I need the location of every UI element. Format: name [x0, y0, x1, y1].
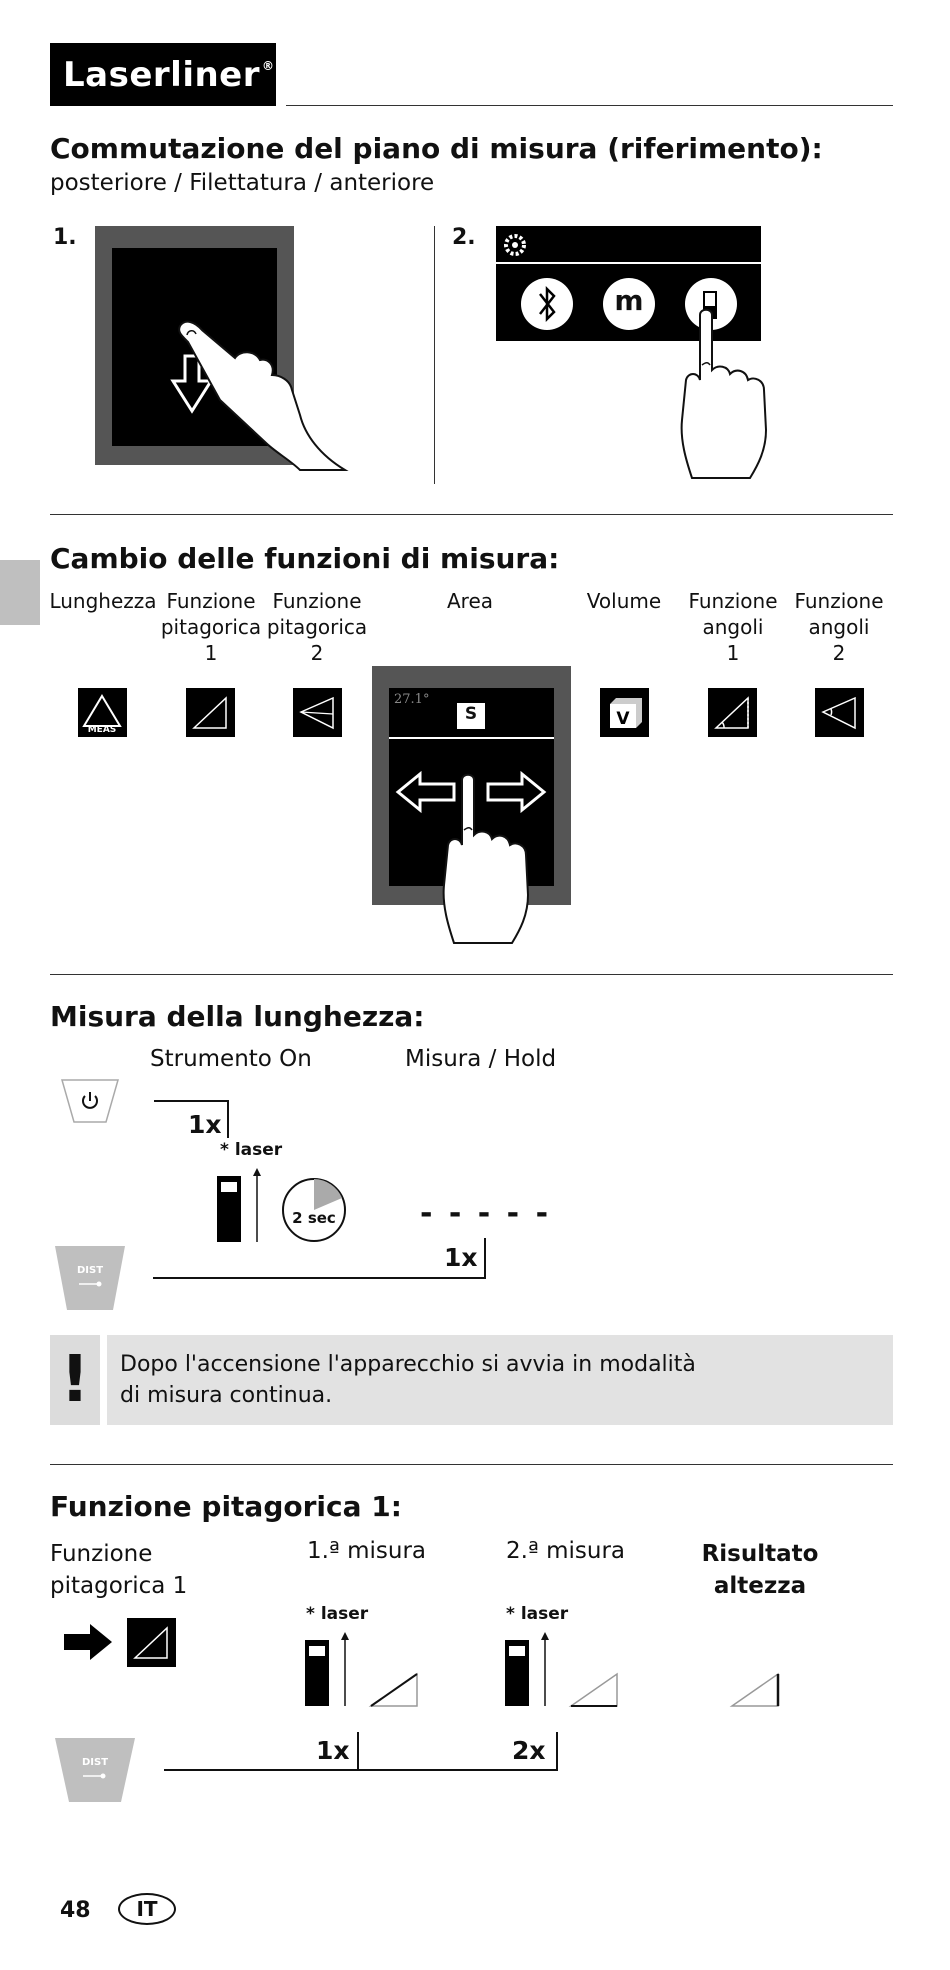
- side-tab-marker: [0, 560, 40, 625]
- col-first-measure: 1.ª misura: [307, 1538, 426, 1564]
- laser-label-2: [306, 1604, 368, 1624]
- warning-line-2: di misura continua.: [120, 1383, 333, 1408]
- dist-button-2[interactable]: [55, 1738, 135, 1802]
- col-second-measure: 2.ª misura: [506, 1538, 625, 1564]
- warning-text: [107, 1335, 893, 1425]
- brand-reg: ®: [262, 58, 275, 73]
- section1-title: Commutazione del piano di misura (riferimento):: [50, 132, 823, 165]
- swiping-hand-icon: [440, 775, 550, 945]
- col-result-height: [690, 1538, 830, 1602]
- arrow-right-filled-icon: [64, 1624, 112, 1660]
- first-measure-illustration: [303, 1630, 423, 1710]
- press-count-second: 2x: [512, 1736, 546, 1765]
- page-number: 48: [60, 1898, 91, 1923]
- warning-icon: !: [50, 1335, 100, 1425]
- volume-icon: [600, 688, 650, 738]
- press-timeline: [150, 1238, 490, 1282]
- section3-title: Misura della lunghezza:: [50, 1000, 425, 1033]
- pointing-hand-icon: [180, 320, 350, 480]
- meas-text: MEAS: [87, 725, 117, 735]
- col-instrument-on: Strumento On: [150, 1046, 312, 1072]
- power-button[interactable]: [60, 1078, 120, 1124]
- laser-label-1: [220, 1140, 282, 1160]
- press-count-on: 1x: [188, 1110, 222, 1139]
- brand-logo: [50, 43, 276, 106]
- asterisk-icon: *: [306, 1604, 315, 1624]
- function-label-area: Area: [446, 589, 494, 613]
- angle-1-icon: [708, 688, 758, 738]
- result-line-2: altezza: [713, 1573, 807, 1599]
- function-label-angle-1: Funzione angoli 1: [688, 589, 778, 665]
- press-count-first: 1x: [316, 1736, 350, 1765]
- brand-name: Laserliner: [63, 54, 261, 95]
- section4-title: Funzione pitagorica 1:: [50, 1490, 402, 1523]
- warning-box: [50, 1335, 893, 1425]
- pythagoras-1-icon: [186, 688, 236, 738]
- timer-label: 2 sec: [292, 1209, 336, 1227]
- dist-label: DIST: [76, 1265, 104, 1276]
- section2-title: Cambio delle funzioni di misura:: [50, 542, 560, 575]
- function-label-angle-2: Funzione angoli 2: [794, 589, 884, 665]
- select-function-arrow: [64, 1616, 179, 1668]
- asterisk-icon: *: [220, 1140, 229, 1160]
- laser-text: laser: [234, 1140, 283, 1160]
- step-1-label: 1.: [53, 225, 77, 250]
- function-label-length: Lunghezza: [49, 589, 157, 613]
- header-rule: [286, 105, 893, 106]
- function-label-volume: Volume: [586, 589, 662, 613]
- section-rule-3: [50, 1464, 893, 1465]
- section-rule-2: [50, 974, 893, 975]
- press-timeline-2: [162, 1730, 562, 1774]
- display-temperature: 27.1°: [394, 692, 430, 707]
- device-laser-icon: [215, 1166, 265, 1246]
- col-function-line-2: pitagorica 1: [50, 1573, 188, 1599]
- section-rule-1: [50, 514, 893, 515]
- function-label-pythagoras-1: Funzione pitagorica 1: [160, 589, 262, 665]
- function-label-pythagoras-2: Funzione pitagorica 2: [266, 589, 368, 665]
- pythagoras-2-icon: [293, 688, 343, 738]
- display-mode-s: S: [464, 704, 478, 724]
- result-line-1: Risultato: [701, 1541, 819, 1567]
- length-meas-icon: [78, 688, 128, 738]
- laser-text: laser: [320, 1604, 369, 1624]
- result-height-illustration: [730, 1670, 782, 1710]
- section1-subtitle: posteriore / Filettatura / anteriore: [50, 170, 435, 196]
- col-measure-hold: Misura / Hold: [405, 1046, 557, 1072]
- col-function-name: [50, 1538, 187, 1602]
- display-dashes: - - - - -: [420, 1196, 552, 1231]
- col-function-line-1: Funzione: [50, 1541, 153, 1567]
- second-measure-illustration: [503, 1630, 623, 1710]
- step-divider: [434, 226, 435, 484]
- angle-2-icon: [815, 688, 865, 738]
- language-badge: IT: [118, 1893, 176, 1925]
- tapping-hand-icon: [680, 310, 780, 480]
- asterisk-icon: *: [506, 1604, 515, 1624]
- laser-label-3: [506, 1604, 568, 1624]
- press-count-hold: 1x: [444, 1243, 478, 1272]
- warning-line-1: Dopo l'accensione l'apparecchio si avvia in modalità: [120, 1352, 696, 1377]
- laser-text: laser: [520, 1604, 569, 1624]
- dist-label-2: DIST: [81, 1757, 109, 1768]
- dist-button[interactable]: [55, 1246, 125, 1310]
- volume-text: V: [616, 709, 630, 729]
- step-2-label: 2.: [452, 225, 476, 250]
- unit-m-label: m: [614, 284, 644, 317]
